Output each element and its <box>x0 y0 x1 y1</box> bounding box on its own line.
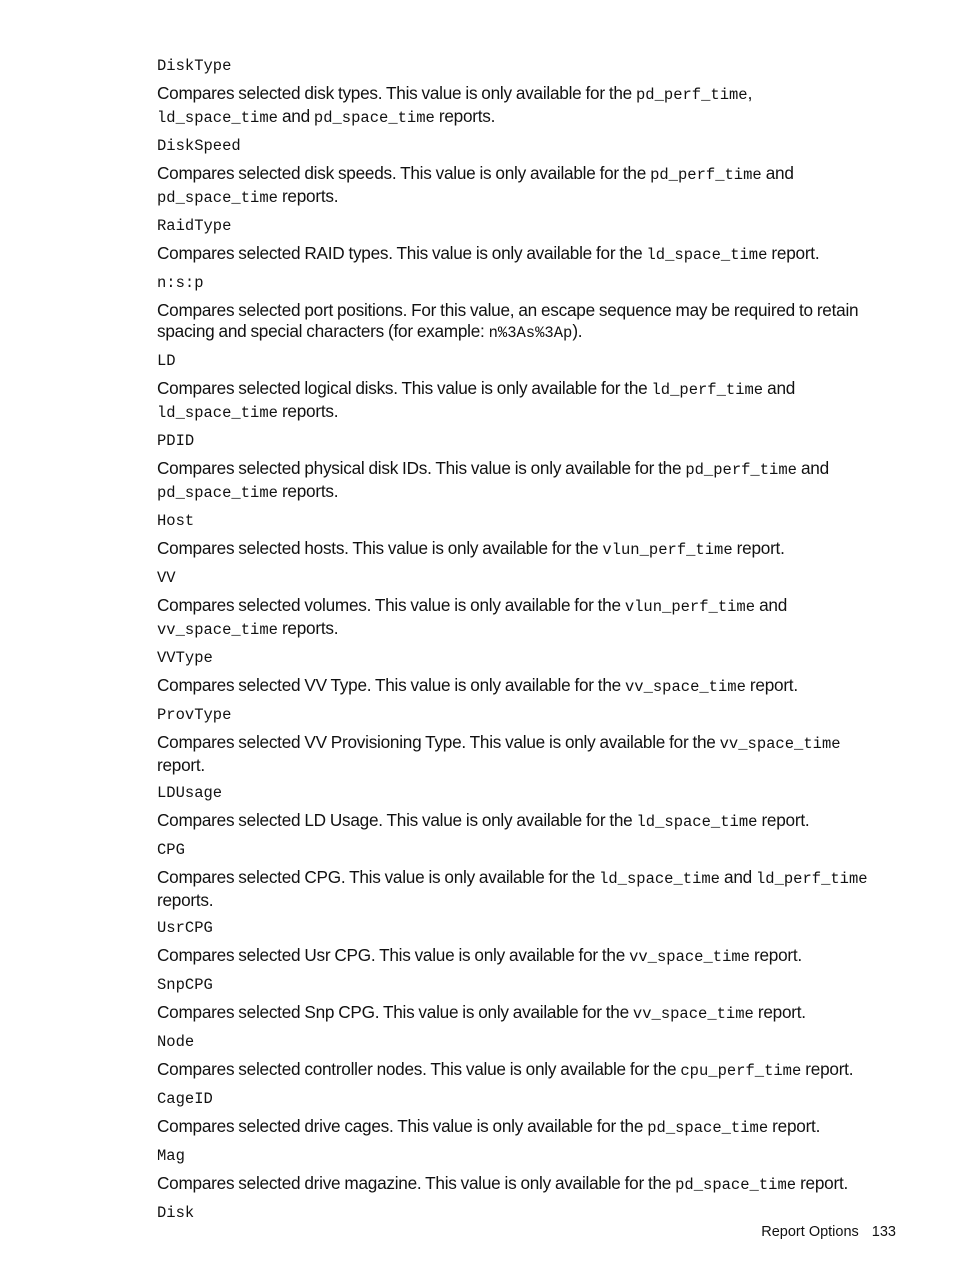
description-text: reports. <box>157 890 214 910</box>
report-name-code: ld_space_time <box>157 109 278 127</box>
description-text: reports. <box>277 618 339 638</box>
report-name-code: n%3As%3Ap <box>488 324 573 342</box>
description-text: and <box>761 163 794 183</box>
description-text: Compares selected RAID types. This value is only available for the <box>157 243 647 263</box>
option-term: PDID <box>157 432 195 450</box>
description-text: report. <box>749 945 802 965</box>
option-description <box>157 595 902 641</box>
description-text: , <box>747 83 753 103</box>
option-description <box>157 83 902 129</box>
option-description <box>157 163 902 209</box>
option-term: VV <box>157 569 176 587</box>
report-name-code: pd_space_time <box>157 189 278 207</box>
option-term: Disk <box>157 1204 195 1222</box>
description-text: and <box>796 458 829 478</box>
option-description <box>157 867 902 911</box>
report-name-code: pd_space_time <box>675 1176 797 1194</box>
report-name-code: vv_space_time <box>624 678 746 696</box>
option-term: LD <box>157 352 176 370</box>
description-text: reports. <box>277 186 339 206</box>
option-description <box>157 1002 902 1025</box>
report-name-code: pd_perf_time <box>635 86 748 104</box>
description-text: spacing and special characters (for example: <box>157 321 489 341</box>
description-text: Compares selected Usr CPG. This value is only available for the <box>157 945 630 965</box>
option-term: VVType <box>157 649 213 667</box>
description-text: and <box>763 378 796 398</box>
description-text: Compares selected controller nodes. This value is only available for the <box>157 1059 681 1079</box>
description-text: Compares selected disk speeds. This value is only available for the <box>157 163 651 183</box>
report-name-code: ld_space_time <box>636 813 758 831</box>
option-description <box>157 1059 902 1082</box>
option-description <box>157 538 902 561</box>
report-name-code: cpu_perf_time <box>680 1062 802 1080</box>
report-name-code: pd_space_time <box>647 1119 769 1137</box>
option-term: CageID <box>157 1090 213 1108</box>
report-name-code: vv_space_time <box>629 948 750 966</box>
description-text: reports. <box>277 481 339 501</box>
option-description <box>157 243 902 266</box>
option-description <box>157 675 902 698</box>
report-name-code: pd_space_time <box>157 484 278 502</box>
report-name-code: ld_space_time <box>157 404 278 422</box>
description-text: and <box>719 867 756 887</box>
description-text: Compares selected hosts. This value is only available for the <box>157 538 603 558</box>
description-text: report. <box>767 243 820 263</box>
option-term: Host <box>157 512 195 530</box>
option-term: n:s:p <box>157 274 204 292</box>
footer-section-title: Report Options <box>761 1224 859 1240</box>
description-text: report. <box>745 675 798 695</box>
report-name-code: pd_perf_time <box>685 461 797 479</box>
description-text: Compares selected VV Type. This value is only available for the <box>157 675 625 695</box>
option-term: CPG <box>157 841 185 859</box>
option-description <box>157 1116 902 1139</box>
page-footer <box>761 1222 896 1242</box>
description-text: ). <box>572 321 583 341</box>
report-name-code: ld_perf_time <box>755 870 868 888</box>
description-text: Compares selected drive magazine. This value is only available for the <box>157 1173 676 1193</box>
description-text: Compares selected VV Provisioning Type. This value is only available for the <box>157 732 720 752</box>
option-term: UsrCPG <box>157 919 213 937</box>
description-text: Compares selected drive cages. This value is only available for the <box>157 1116 648 1136</box>
description-text: report. <box>157 755 205 775</box>
description-text: Compares selected LD Usage. This value is only available for the <box>157 810 637 830</box>
description-text: Compares selected disk types. This value is only available for the <box>157 83 636 103</box>
description-text: and <box>277 106 314 126</box>
option-term: ProvType <box>157 706 232 724</box>
option-term: DiskSpeed <box>157 137 241 155</box>
description-text: and <box>755 595 787 615</box>
description-text: Compares selected physical disk IDs. This value is only available for the <box>157 458 686 478</box>
option-description <box>157 378 902 424</box>
report-name-code: ld_space_time <box>646 246 768 264</box>
option-description <box>157 300 902 344</box>
option-term: Node <box>157 1033 195 1051</box>
description-text: reports. <box>277 401 339 421</box>
description-text: report. <box>757 810 810 830</box>
report-name-code: vv_space_time <box>719 735 841 753</box>
option-description <box>157 1173 902 1196</box>
option-term: SnpCPG <box>157 976 213 994</box>
description-text: reports. <box>434 106 496 126</box>
report-name-code: vv_space_time <box>632 1005 754 1023</box>
report-name-code: ld_perf_time <box>651 381 764 399</box>
description-text: report. <box>801 1059 854 1079</box>
description-text: report. <box>768 1116 821 1136</box>
option-term: LDUsage <box>157 784 223 802</box>
report-name-code: vlun_perf_time <box>602 541 733 559</box>
option-description <box>157 945 902 968</box>
report-name-code: pd_space_time <box>313 109 435 127</box>
description-text: report. <box>732 538 785 558</box>
description-text: Compares selected CPG. This value is only available for the <box>157 867 600 887</box>
option-description <box>157 732 902 776</box>
description-text: Compares selected logical disks. This value is only available for the <box>157 378 652 398</box>
description-text: Compares selected volumes. This value is only available for the <box>157 595 625 615</box>
description-text: report. <box>796 1173 848 1193</box>
description-text: Compares selected Snp CPG. This value is only available for the <box>157 1002 633 1022</box>
option-term: RaidType <box>157 217 232 235</box>
option-description <box>157 458 902 504</box>
description-text: Compares selected port positions. For this value, an escape sequence may be required to retain <box>157 300 859 320</box>
document-body <box>157 56 902 1223</box>
option-term: Mag <box>157 1147 185 1165</box>
report-name-code: pd_perf_time <box>650 166 762 184</box>
report-name-code: vlun_perf_time <box>624 598 756 616</box>
option-term: DiskType <box>157 57 232 75</box>
description-text: report. <box>753 1002 806 1022</box>
option-description <box>157 810 902 833</box>
report-name-code: vv_space_time <box>157 621 278 639</box>
report-name-code: ld_space_time <box>599 870 720 888</box>
page-number: 133 <box>871 1224 896 1240</box>
